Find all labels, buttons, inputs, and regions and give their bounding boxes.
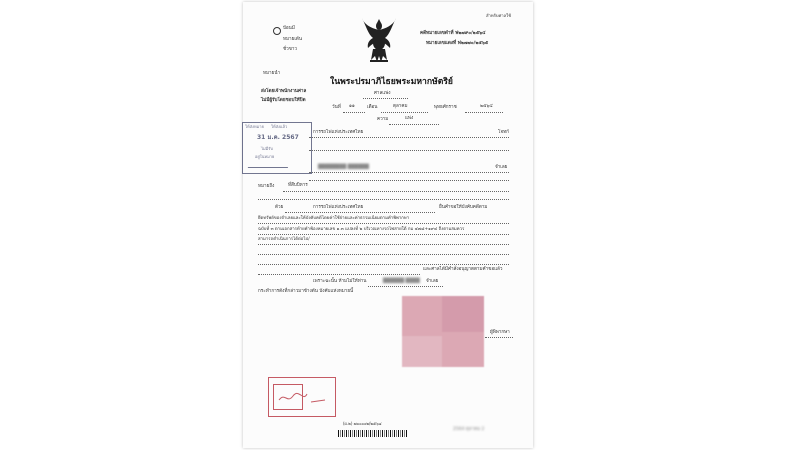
court-use-label: สำหรับศาลใช้: [486, 13, 512, 18]
defendant-underline-2: [309, 180, 509, 181]
checkbox-line-2: ชั่วขาว: [283, 47, 297, 52]
para-line-4: สามารถดำเนินการได้ต่อไป/: [258, 237, 310, 242]
garuda-emblem-icon: [360, 16, 398, 64]
closing-line-2-suffix: จำเลย: [426, 279, 439, 284]
case-red-number: หมายเลขแดงที่ ฟ๒๗๗๐/๒๕๖๕: [426, 41, 489, 46]
para-line-2: ยึดทรัพย์ของจำเลยและให้บังคับคดีโดยค่าใช้จ่ายและค่าธรรมเนียมตามคำพิพากษา: [258, 216, 410, 221]
sent-by-line-1: ส่งโดยเจ้าพนักงานศาล: [261, 89, 307, 94]
red-stamp: [268, 377, 336, 417]
footer-code-blurred: 2564 ตุลาคม 2: [453, 427, 485, 432]
month-value: ตุลาคม: [393, 104, 408, 109]
stamp-top-1: ให้ส่งหมาย: [245, 124, 264, 129]
checkbox-label: ป้อนมี: [283, 26, 295, 31]
blank-line-2: [258, 264, 509, 265]
judge-underline: [485, 337, 513, 338]
month-underline: [381, 112, 428, 113]
side-label: หมายนำ: [263, 71, 281, 76]
case-type-value: แพ่ง: [405, 116, 414, 121]
document-title: ในพระปรมาภิไธยพระมหากษัตริย์: [330, 77, 453, 87]
checkbox-line-1: หมายเด้น: [283, 37, 303, 42]
summons-to-underline: [283, 191, 509, 192]
closing-line2-underline: [368, 286, 443, 287]
defendant-role: จำเลย: [495, 165, 508, 170]
plaintiff-role: โจทก์: [498, 130, 509, 135]
court-underline: [363, 98, 408, 99]
summons-to-underline-2: [258, 199, 509, 200]
year-label: พุทธศักราช: [434, 105, 457, 110]
stamp-top-2: ให้ส่งแล้ว: [271, 124, 288, 129]
stamp-scribble: [248, 161, 291, 168]
day-label: วันที่: [332, 105, 341, 110]
month-label: เดือน: [367, 105, 378, 110]
closing-line-2-prefix: เพราะฉะนั้น ห้ามไม่ให้ท่าน: [313, 279, 367, 284]
plaintiff-underline: [309, 137, 509, 138]
closing-line-3: กระทำการดังที่กล่าวมาข้างต้น บังคับแห่งหมายนี้: [258, 289, 354, 294]
red-stamp-signature-icon: [277, 390, 329, 406]
para-line4-underline: [258, 244, 509, 245]
closing-line-1: และศาลได้มีคำสั่งอนุญาตตามคำขอแล้ว: [423, 267, 503, 272]
closing-line1-underline: [258, 274, 420, 275]
court-summons-document: [243, 2, 533, 448]
judge-role: ผู้พิพากษา: [490, 330, 510, 335]
plaintiff-name: การรถไฟแห่งประเทศไทย: [313, 130, 364, 135]
sent-by-line-2: ไม่มีผู้รับโดยชอบให้ปิด: [261, 98, 306, 103]
blank-line-1: [258, 254, 509, 255]
day-underline: [343, 112, 365, 113]
para-line1-end: ยื่นคำขอให้บังคับคดีตาม: [439, 205, 488, 210]
court-name: ศาลแพ่ง: [374, 91, 391, 96]
year-underline: [465, 112, 503, 113]
closing-redacted-name: ██████ ████: [383, 279, 420, 284]
stamp-date: 31 ม.ค. 2567: [257, 134, 299, 141]
barcode: [338, 430, 408, 437]
summons-to-value: ที่สืบบิหาร: [288, 183, 308, 188]
summons-to-label: หมายถึง: [258, 184, 275, 189]
case-type-underline: [389, 124, 439, 125]
para-org: การรถไฟแห่งประเทศไทย: [313, 205, 364, 210]
case-black-number: คดีหมายเลขดำที่ ฟ๒๗๙๐/๒๕๖๔: [420, 31, 486, 36]
received-stamp: [242, 122, 312, 174]
plaintiff-underline-2: [309, 150, 509, 151]
stamp-text-1: ไม่มีรับ: [261, 146, 273, 151]
para-line2-underline: [258, 223, 509, 224]
signature-redaction: [402, 296, 484, 367]
case-type-label: ความ: [377, 117, 389, 122]
defendant-name-redacted: ████████ ██████: [318, 165, 369, 170]
para-prefix: ด้วย: [275, 205, 284, 210]
defendant-underline: [309, 172, 509, 173]
checkbox-circle: [273, 27, 281, 35]
para-line3-underline: [258, 234, 509, 235]
stamp-text-2: อยู่ในหมาย: [255, 154, 275, 159]
para-line1-underline: [285, 212, 435, 213]
form-code: (ผ.๒) ๗๐๐๐๐๒/๒๕๖๔: [343, 421, 382, 426]
year-value: ๒๕๖๔: [480, 104, 493, 109]
para-line-3: ฉบับที่ ๓ ตามเอกสารท้ายคำฟ้องหมายเลข ๑.๓ แปลงที่ ๒ บริเวณทางรถไฟสายใต้ กม ๔๗๘+๑๙๔ ถึงตามสมควร: [258, 227, 465, 232]
day-value: ๑๑: [349, 104, 355, 109]
